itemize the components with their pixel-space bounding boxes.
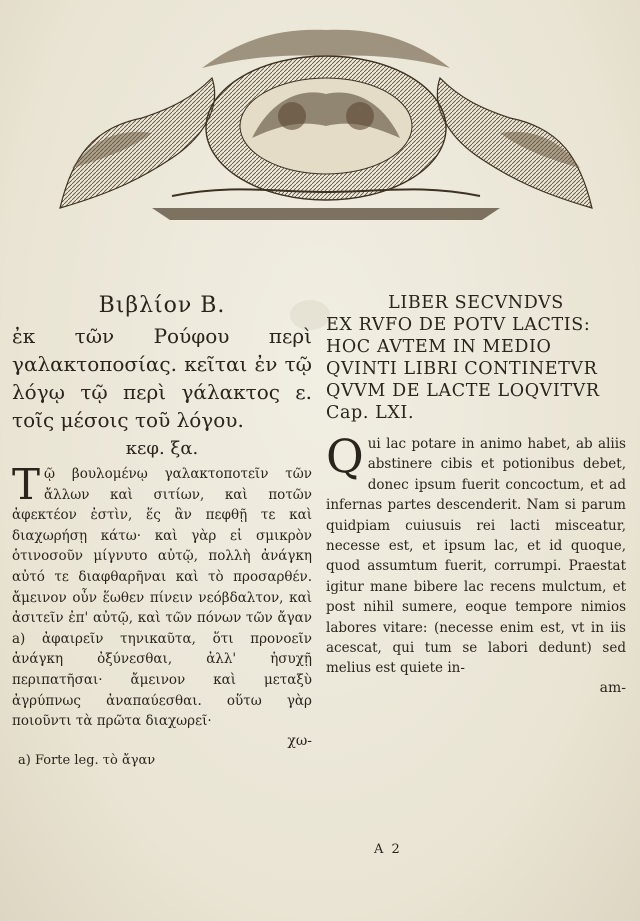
greek-section-title: ἐκ τῶν Ρούφου περὶ γαλακτοποσίας. κεῖται ἐν τῷ λόγῳ τῷ περὶ γάλακτος ε. τοῖς μέσοις τοῦ λόγου. <box>12 324 312 432</box>
latin-drop-cap: Q <box>326 429 364 483</box>
latin-paragraph: ui lac potare in animo habet, ab aliis abstinere cibis et potionibus debet, donec ipsum fuerit concoctum, et ad infernas partes descenderit. Nam si parum quidpiam cuiusuis rei lacti misceatur, necesse est, et ipsum lac, et id quoque, quod assumtum fuerit, corrumpi. Praestat igitur mane bibere lac recens mulctum, et post nihil sumere, eoque tempore nimios labores vitare: (necesse enim est, vt in iis acescat, qui tum se labori dedunt) sed melius est quiete in- <box>326 436 626 677</box>
latin-body-text <box>326 429 626 679</box>
latin-book-title: LIBER SECVNDVS <box>388 293 564 313</box>
latin-heading <box>326 292 626 424</box>
latin-catchword: am- <box>599 679 626 696</box>
greek-catchword: χω- <box>287 732 312 749</box>
greek-drop-cap: Τ <box>12 460 41 509</box>
decorative-headpiece-ornament <box>52 8 600 220</box>
greek-body-text <box>12 460 312 732</box>
latin-chapter-number: Cap. LXI. <box>326 403 415 423</box>
greek-paragraph: ῷ βουλομένῳ γαλακτοποτεῖν τῶν ἄλλων καὶ σιτίων, καὶ ποτῶν ἀφεκτέον ἐστὶν, ἕς ἂν πεφθῇ τε καὶ διαχωρήσῃ κάτω· καὶ γὰρ εἰ σμικρὸν ὁτινοσοῦν μίγνυτο αὐτῷ, πολλὴ ἀνάγκη αὐτό τε διαφθαρῆναι καὶ τὸ προσαρθέν. ἄμεινον οὖν ἕωθεν πίνειν νεόβδαλτον, καὶ ἀσιτεῖν ἐπ' αὐτῷ, καὶ τῶν πόνων τῶν ἄγαν a) ἀφαιρεῖν τηνικαῦτα, ὅτι προνοεῖν ἀνάγκη ὀξύνεσθαι, ἀλλ' ἡσυχῇ περιπατῆσαι· ἄμεινον καὶ μεταξὺ ἀγρύπνως ἀναπαύεσθαι. οὕτω γὰρ ποιοῦντι τὰ πρῶτα διαχωρεῖ· <box>12 466 312 730</box>
printer-signature-mark: A 2 <box>374 842 402 857</box>
greek-column <box>12 292 312 770</box>
greek-footnote: a) Forte leg. τὸ ἄγαν <box>18 752 156 768</box>
latin-section-title: EX RVFO DE POTV LACTIS: HOC AVTEM IN MEDIO QVINTI LIBRI CONTINETVR QVVM DE LACTE LOQVITVR <box>326 315 600 401</box>
greek-book-title: Βιβλίον Β. <box>98 293 226 318</box>
greek-chapter-number: κεφ. ξα. <box>125 438 199 459</box>
latin-column <box>326 292 626 697</box>
